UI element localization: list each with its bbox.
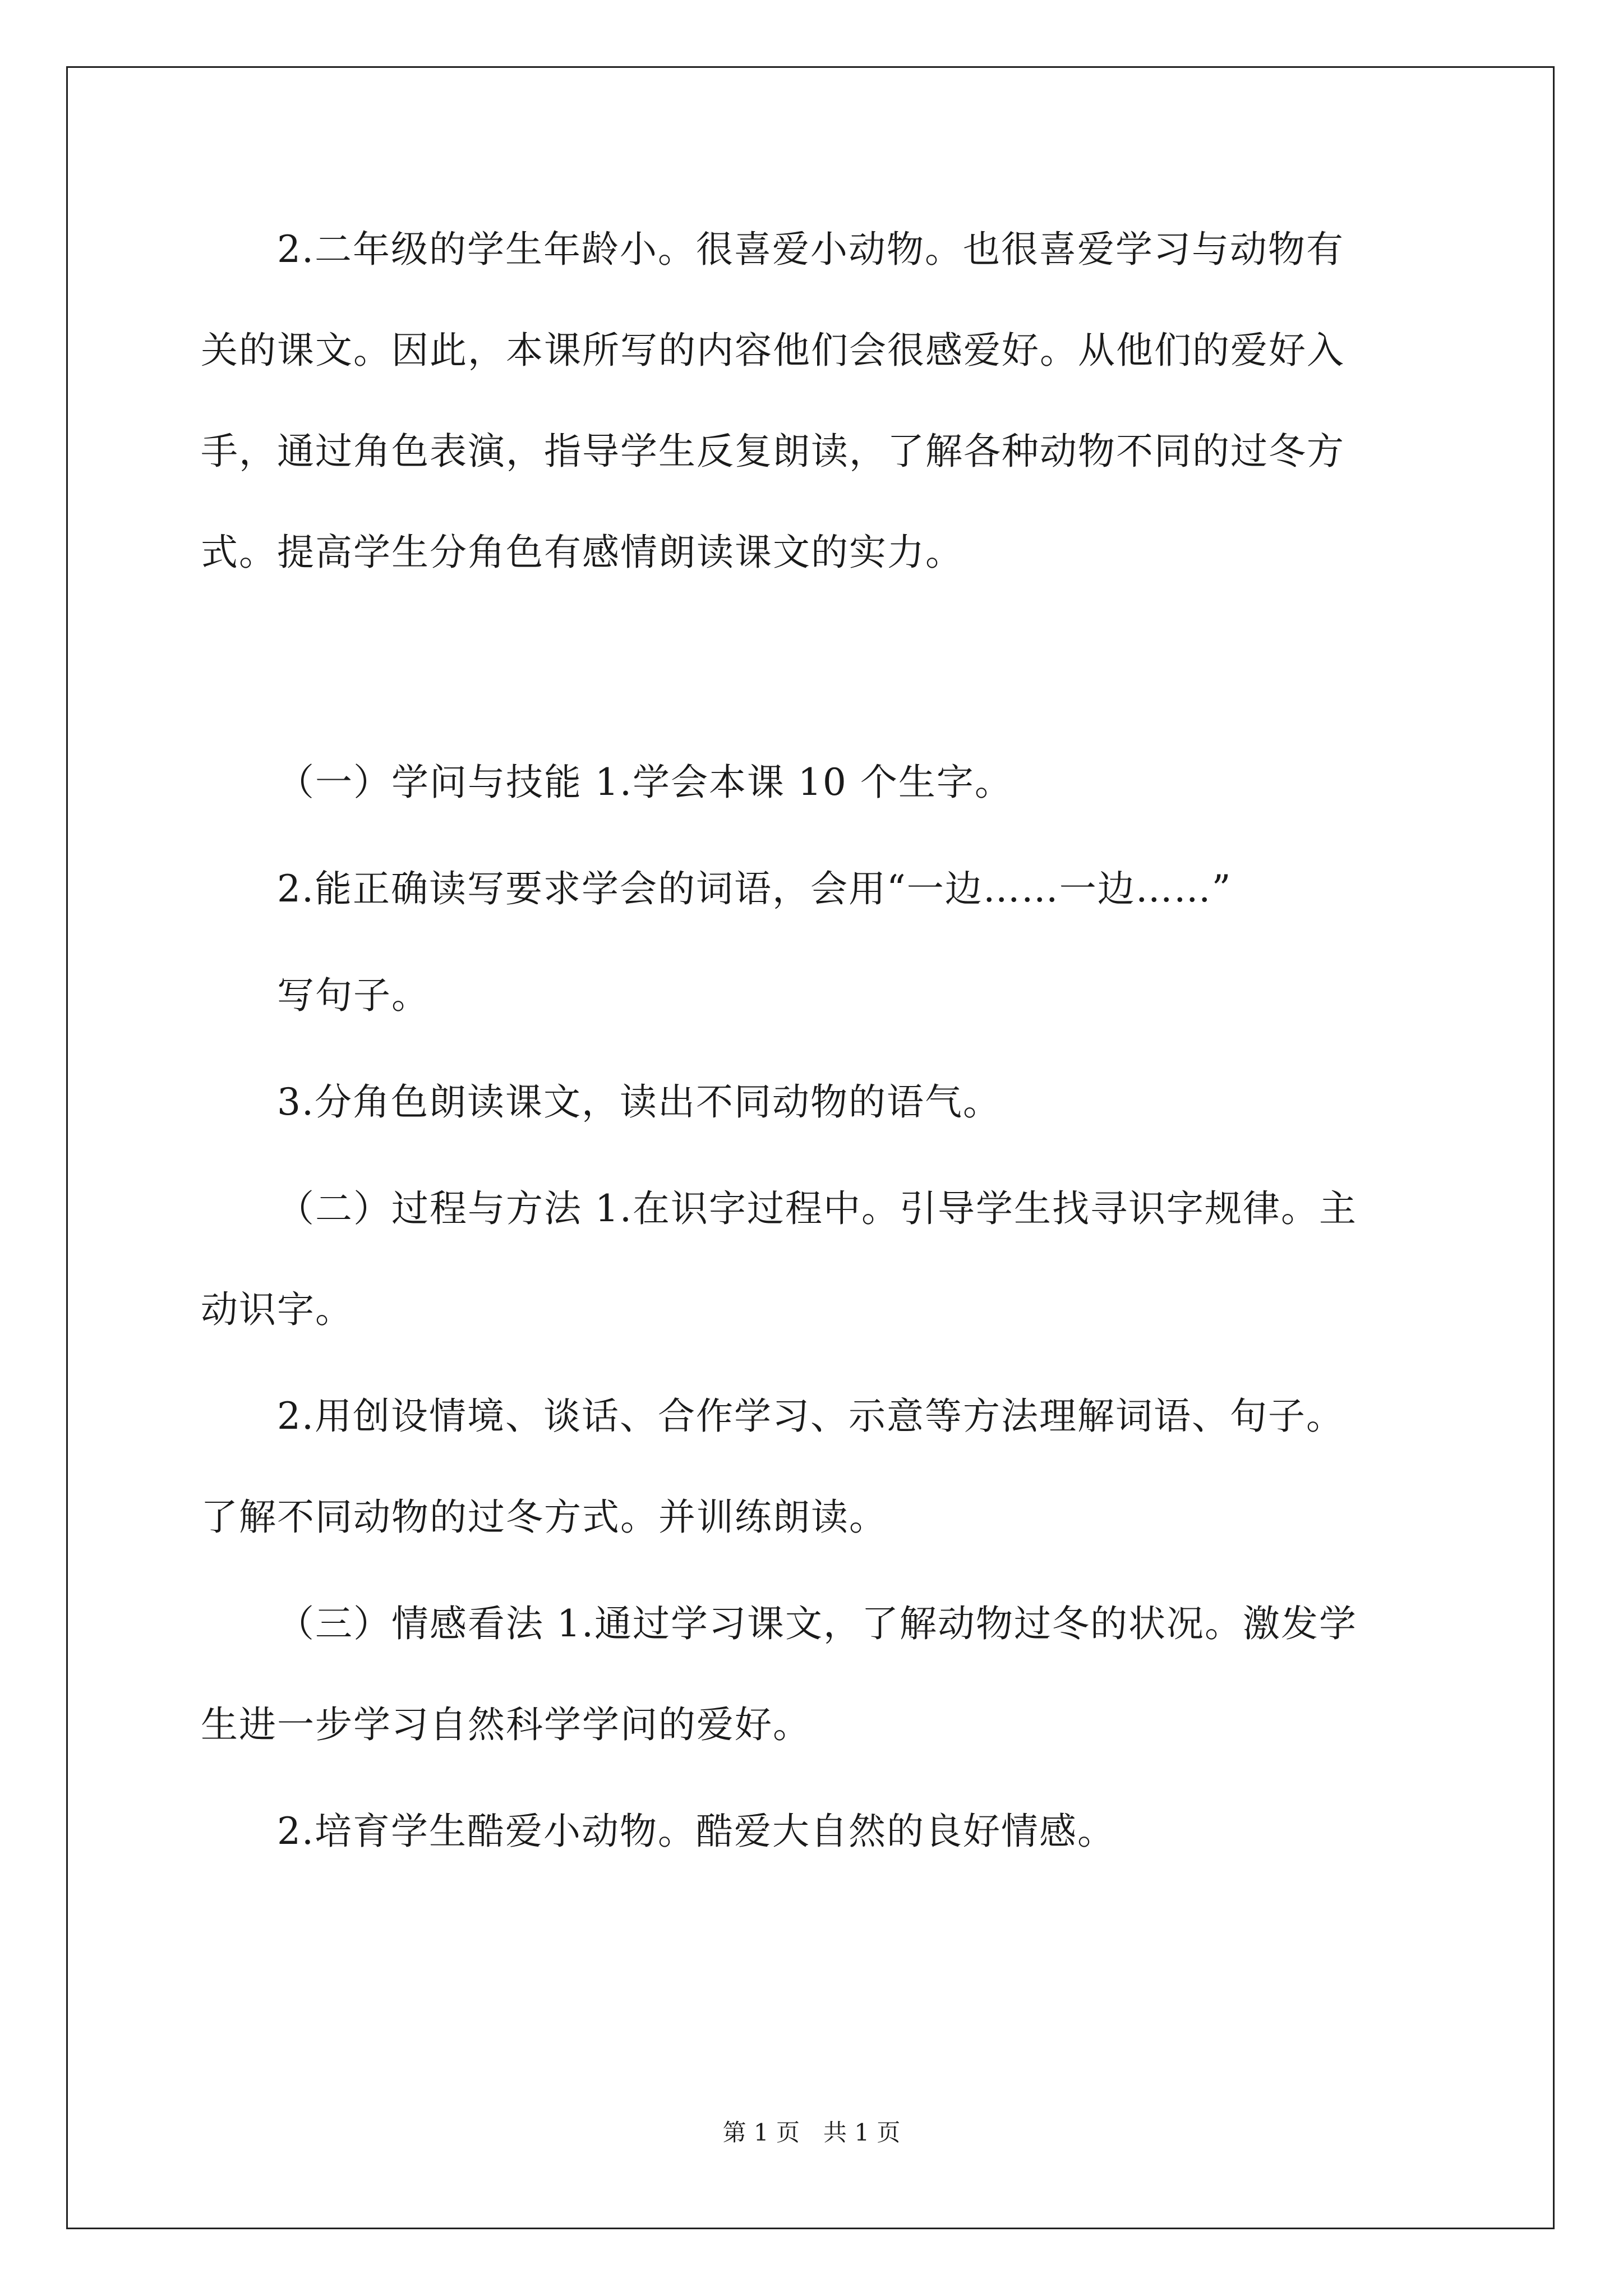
paragraph-1-line-4: 式。提高学生分角色有感情朗读课文的实力。 [201,531,963,574]
page-border [66,66,1555,2229]
paragraph-8-line-1: （三）情感看法 1.通过学习课文，了解动物过冬的状况。激发学 [277,1602,1357,1645]
paragraph-4-line-1: 写句子。 [277,974,430,1017]
paragraph-6-line-1: （二）过程与方法 1.在识字过程中。引导学生找寻识字规律。主 [277,1187,1357,1230]
paragraph-8-line-2: 生进一步学习自然科学学问的爱好。 [201,1703,811,1746]
paragraph-7-line-2: 了解不同动物的过冬方式。并训练朗读。 [201,1496,887,1539]
paragraph-1-line-3: 手，通过角色表演，指导学生反复朗读，了解各种动物不同的过冬方 [201,430,1345,473]
paragraph-2-line-1: （一）学问与技能 1.学会本课 10 个生字。 [277,761,1013,804]
paragraph-1-line-2: 关的课文。因此，本课所写的内容他们会很感爱好。从他们的爱好入 [201,329,1345,372]
paragraph-1-line-1: 2.二年级的学生年龄小。很喜爱小动物。也很喜爱学习与动物有 [277,228,1344,271]
paragraph-3-line-1: 2.能正确读写要求学会的词语，会用“一边……一边……” [277,867,1232,910]
paragraph-5-line-1: 3.分角色朗读课文，读出不同动物的语气。 [277,1080,1001,1124]
paragraph-9-line-1: 2.培育学生酷爱小动物。酷爱大自然的良好情感。 [277,1810,1115,1853]
paragraph-7-line-1: 2.用创设情境、谈话、合作学习、示意等方法理解词语、句子。 [277,1395,1344,1438]
page-footer: 第 1 页 共 1 页 [722,2119,901,2146]
paragraph-6-line-2: 动识字。 [201,1288,353,1331]
